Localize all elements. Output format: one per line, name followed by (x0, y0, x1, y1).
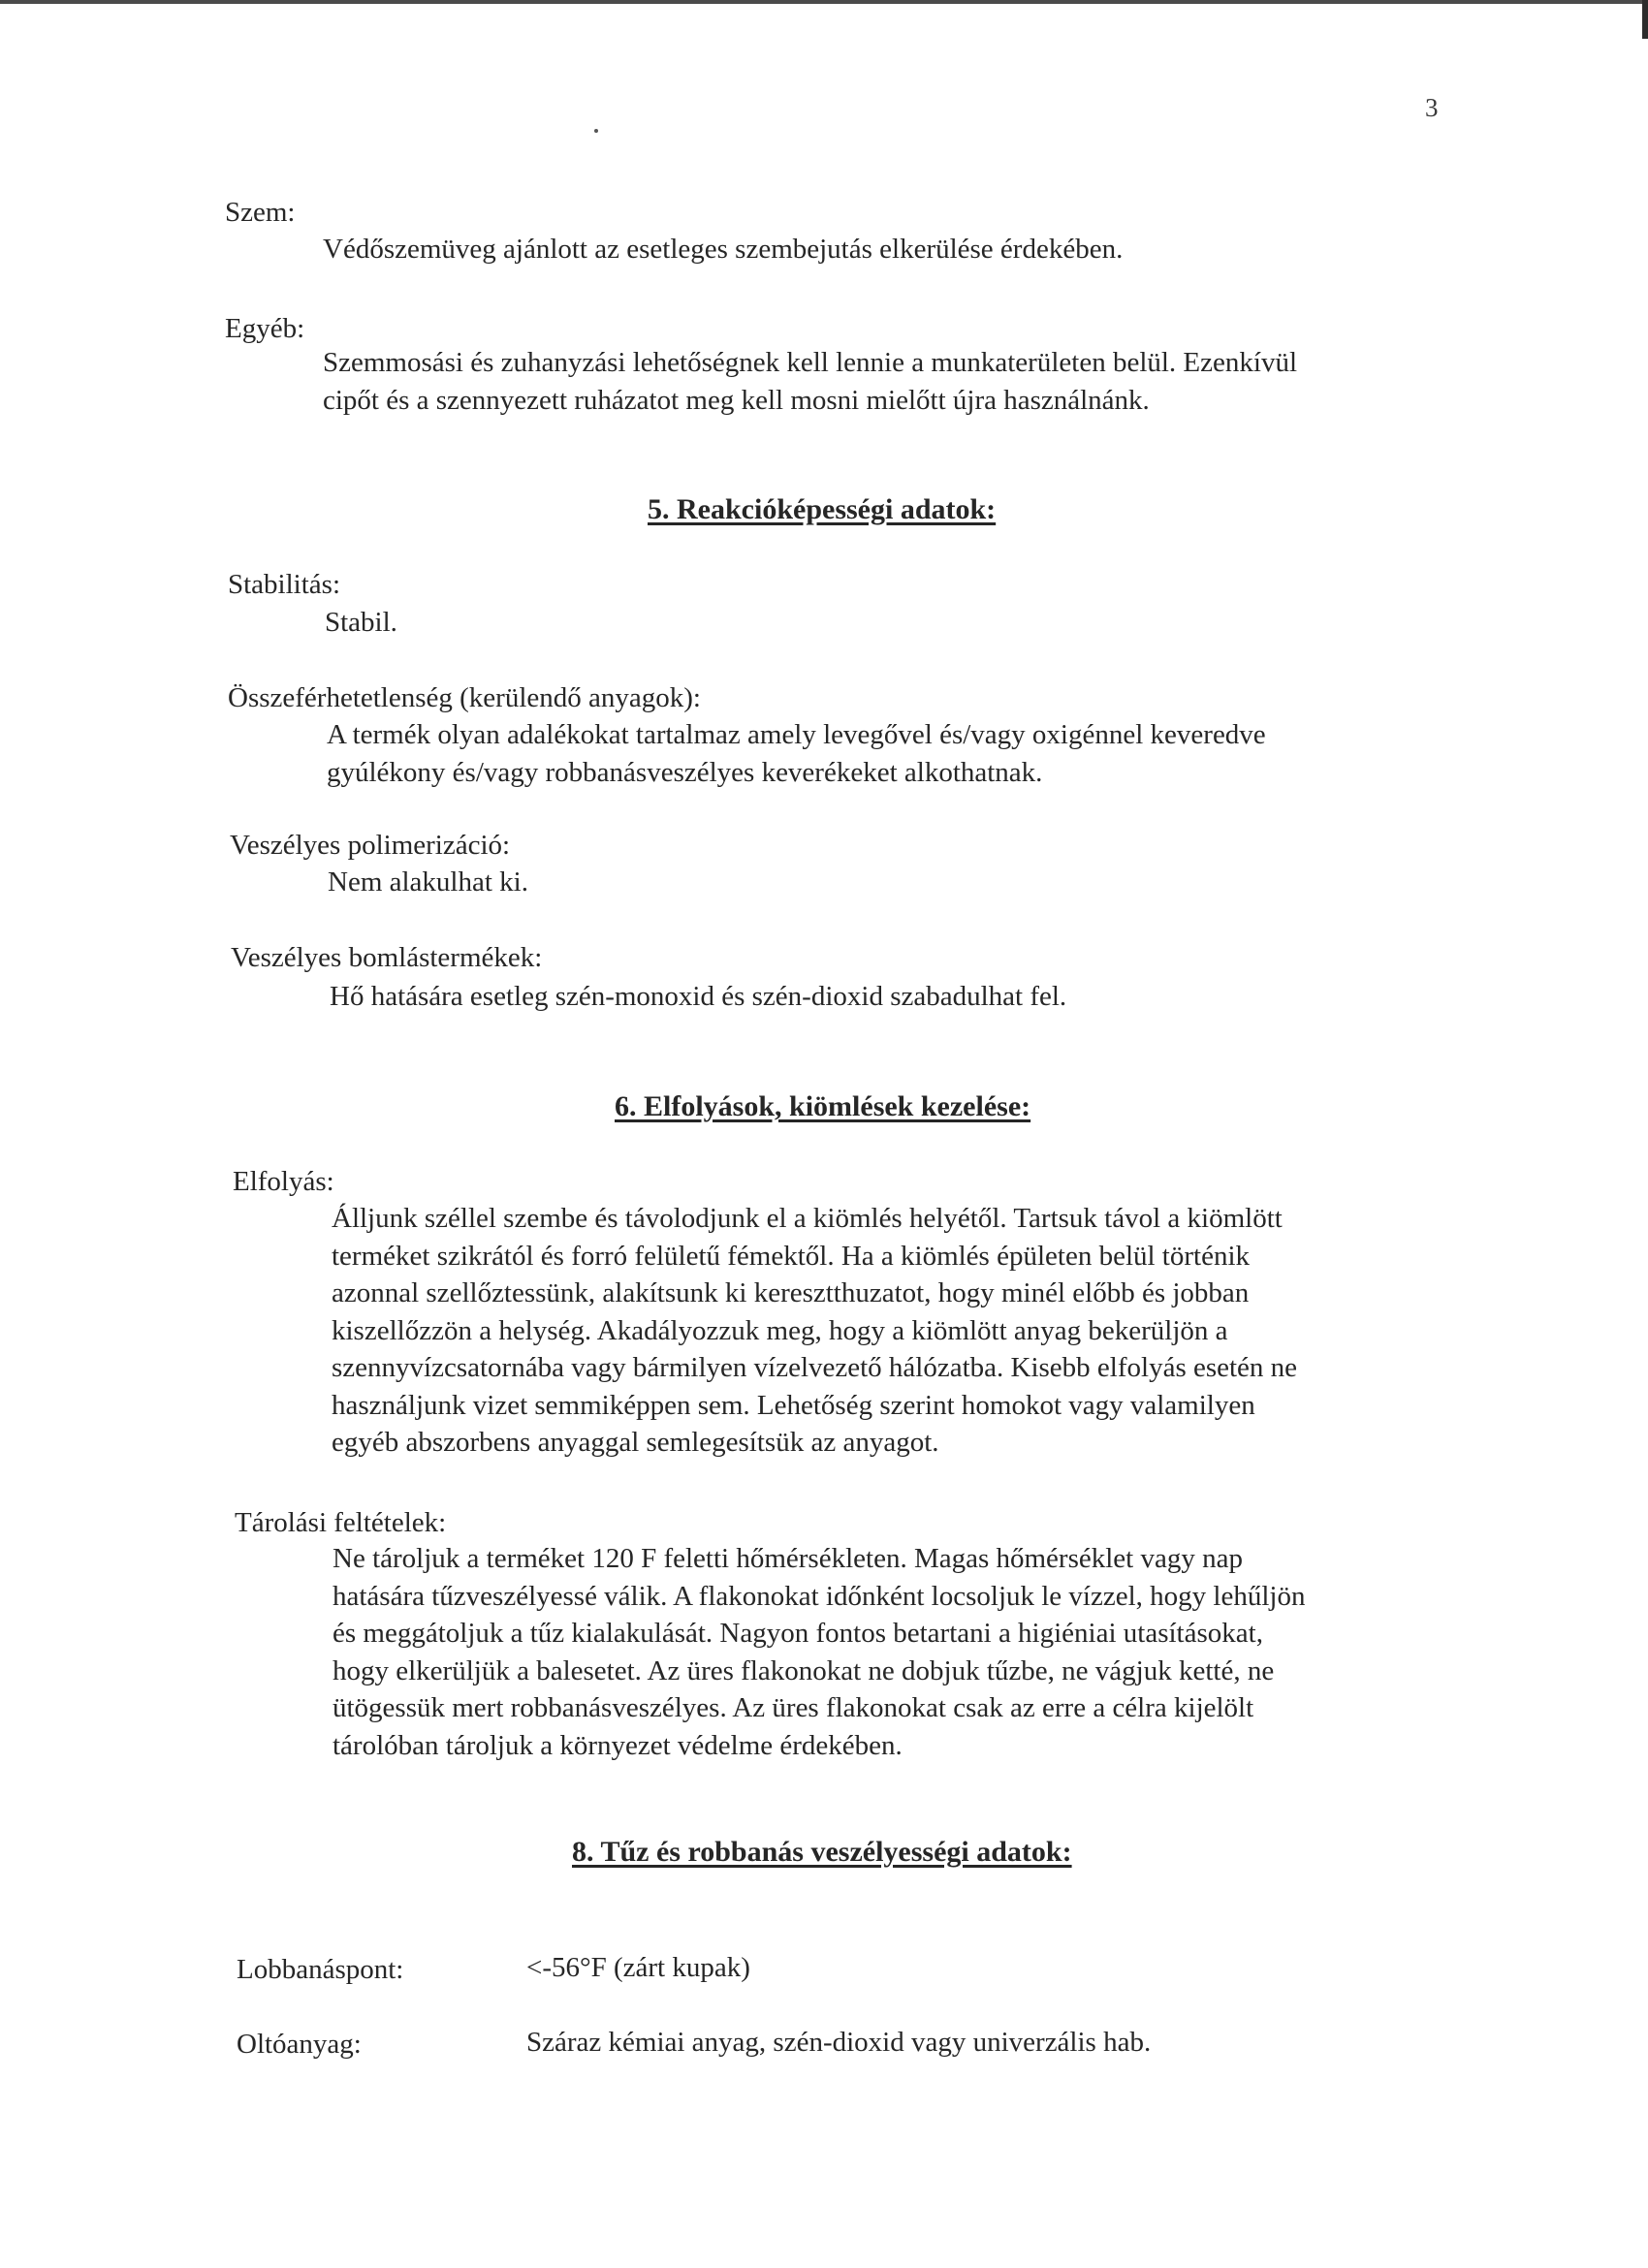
text-line: Szemmosási és zuhanyzási lehetőségnek kell lennie a munkaterületen belül. Ezenkívül (323, 347, 1298, 378)
text-line: Védőszemüveg ajánlott az esetleges szembejutás elkerülése érdekében. (323, 234, 1124, 265)
text-line: hatására tűzveszélyessé válik. A flakonokat időnként locsoljuk le vízzel, hogy lehűljön (333, 1580, 1306, 1612)
scan-top-edge (0, 0, 1648, 4)
section-heading-6: 6. Elfolyások, kiömlések kezelése: (615, 1090, 1031, 1122)
label-szem: Szem: (225, 197, 296, 228)
label-elfolyas: Elfolyás: (233, 1166, 334, 1197)
text-line: és meggátoljuk a tűz kialakulását. Nagyon fontos betartani a higiéniai utasításokat, (333, 1618, 1263, 1649)
text-line: cipőt és a szennyezett ruházatot meg kell mosni mielőtt újra használnánk. (323, 384, 1150, 416)
label-egyeb: Egyéb: (225, 313, 305, 344)
text-tarolasi (333, 1540, 1305, 1764)
label-oltoanyag: Oltóanyag: (237, 2029, 362, 2060)
text-stabilitas (325, 604, 397, 642)
text-line: szennyvízcsatornába vagy bármilyen vízelvezető hálózatba. Kisebb elfolyás esetén ne (332, 1352, 1298, 1383)
text-line: Ne tároljuk a terméket 120 F feletti hőmérsékleten. Magas hőmérséklet vagy nap (333, 1543, 1243, 1574)
text-line: azonnal szellőztessünk, alakítsunk ki keresztthuzatot, hogy minél előbb és jobban (332, 1277, 1250, 1308)
text-szem (323, 231, 1123, 268)
scan-speck (594, 129, 598, 133)
value-lobbanaspont: <-56°F (zárt kupak) (526, 1952, 750, 1983)
text-line: Hő hatására esetleg szén-monoxid és szén-dioxid szabadulhat fel. (330, 981, 1067, 1012)
text-line: hogy elkerüljük a balesetet. Az üres flakonokat ne dobjuk tűzbe, ne vágjuk ketté, ne (333, 1654, 1275, 1686)
section-heading-5: 5. Reakcióképességi adatok: (648, 493, 997, 525)
page-number: 3 (1425, 93, 1439, 122)
label-lobbanaspont: Lobbanáspont: (237, 1954, 404, 1985)
value-oltoanyag: Száraz kémiai anyag, szén-dioxid vagy univerzális hab. (526, 2027, 1152, 2058)
section-heading-8: 8. Tűz és robbanás veszélyességi adatok: (572, 1836, 1072, 1868)
scan-right-edge (1642, 0, 1648, 39)
text-bomlastermekek (330, 978, 1066, 1016)
text-line: használjunk vizet semmiképpen sem. Lehetőség szerint homokot vagy valamilyen (332, 1389, 1255, 1421)
label-osszeferhetetlenseg: Összeférhetetlenség (kerülendő anyagok): (228, 682, 701, 713)
text-osszeferhetetlenseg (327, 716, 1266, 791)
text-line: Stabil. (325, 607, 397, 638)
label-stabilitas: Stabilitás: (228, 569, 340, 600)
label-bomlastermekek: Veszélyes bomlástermékek: (231, 942, 543, 973)
label-tarolasi: Tárolási feltételek: (235, 1507, 447, 1538)
text-line: A termék olyan adalékokat tartalmaz amely levegővel és/vagy oxigénnel keveredve (327, 719, 1266, 750)
text-line: terméket szikrától és forró felületű fémektől. Ha a kiömlés épületen belül történik (332, 1240, 1251, 1272)
text-line: egyéb abszorbens anyaggal semlegesítsük az anyagot. (332, 1427, 939, 1458)
text-line: Nem alakulhat ki. (328, 866, 528, 898)
text-line: kiszellőzzön a helység. Akadályozzuk meg, hogy a kiömlött anyag bekerüljön a (332, 1314, 1228, 1346)
text-line: ütögessük mert robbanásveszélyes. Az üres flakonokat csak az erre a célra kijelölt (333, 1692, 1254, 1723)
label-polimerizacio: Veszélyes polimerizáció: (230, 830, 511, 861)
text-line: gyúlékony és/vagy robbanásveszélyes keverékeket alkothatnak. (327, 756, 1043, 788)
text-line: tárolóban tároljuk a környezet védelme érdekében. (333, 1729, 903, 1761)
text-line: Álljunk széllel szembe és távolodjunk el a kiömlés helyétől. Tartsuk távol a kiömlött (332, 1203, 1283, 1234)
text-elfolyas (332, 1200, 1297, 1462)
text-egyeb (323, 344, 1297, 419)
text-polimerizacio (328, 864, 528, 901)
